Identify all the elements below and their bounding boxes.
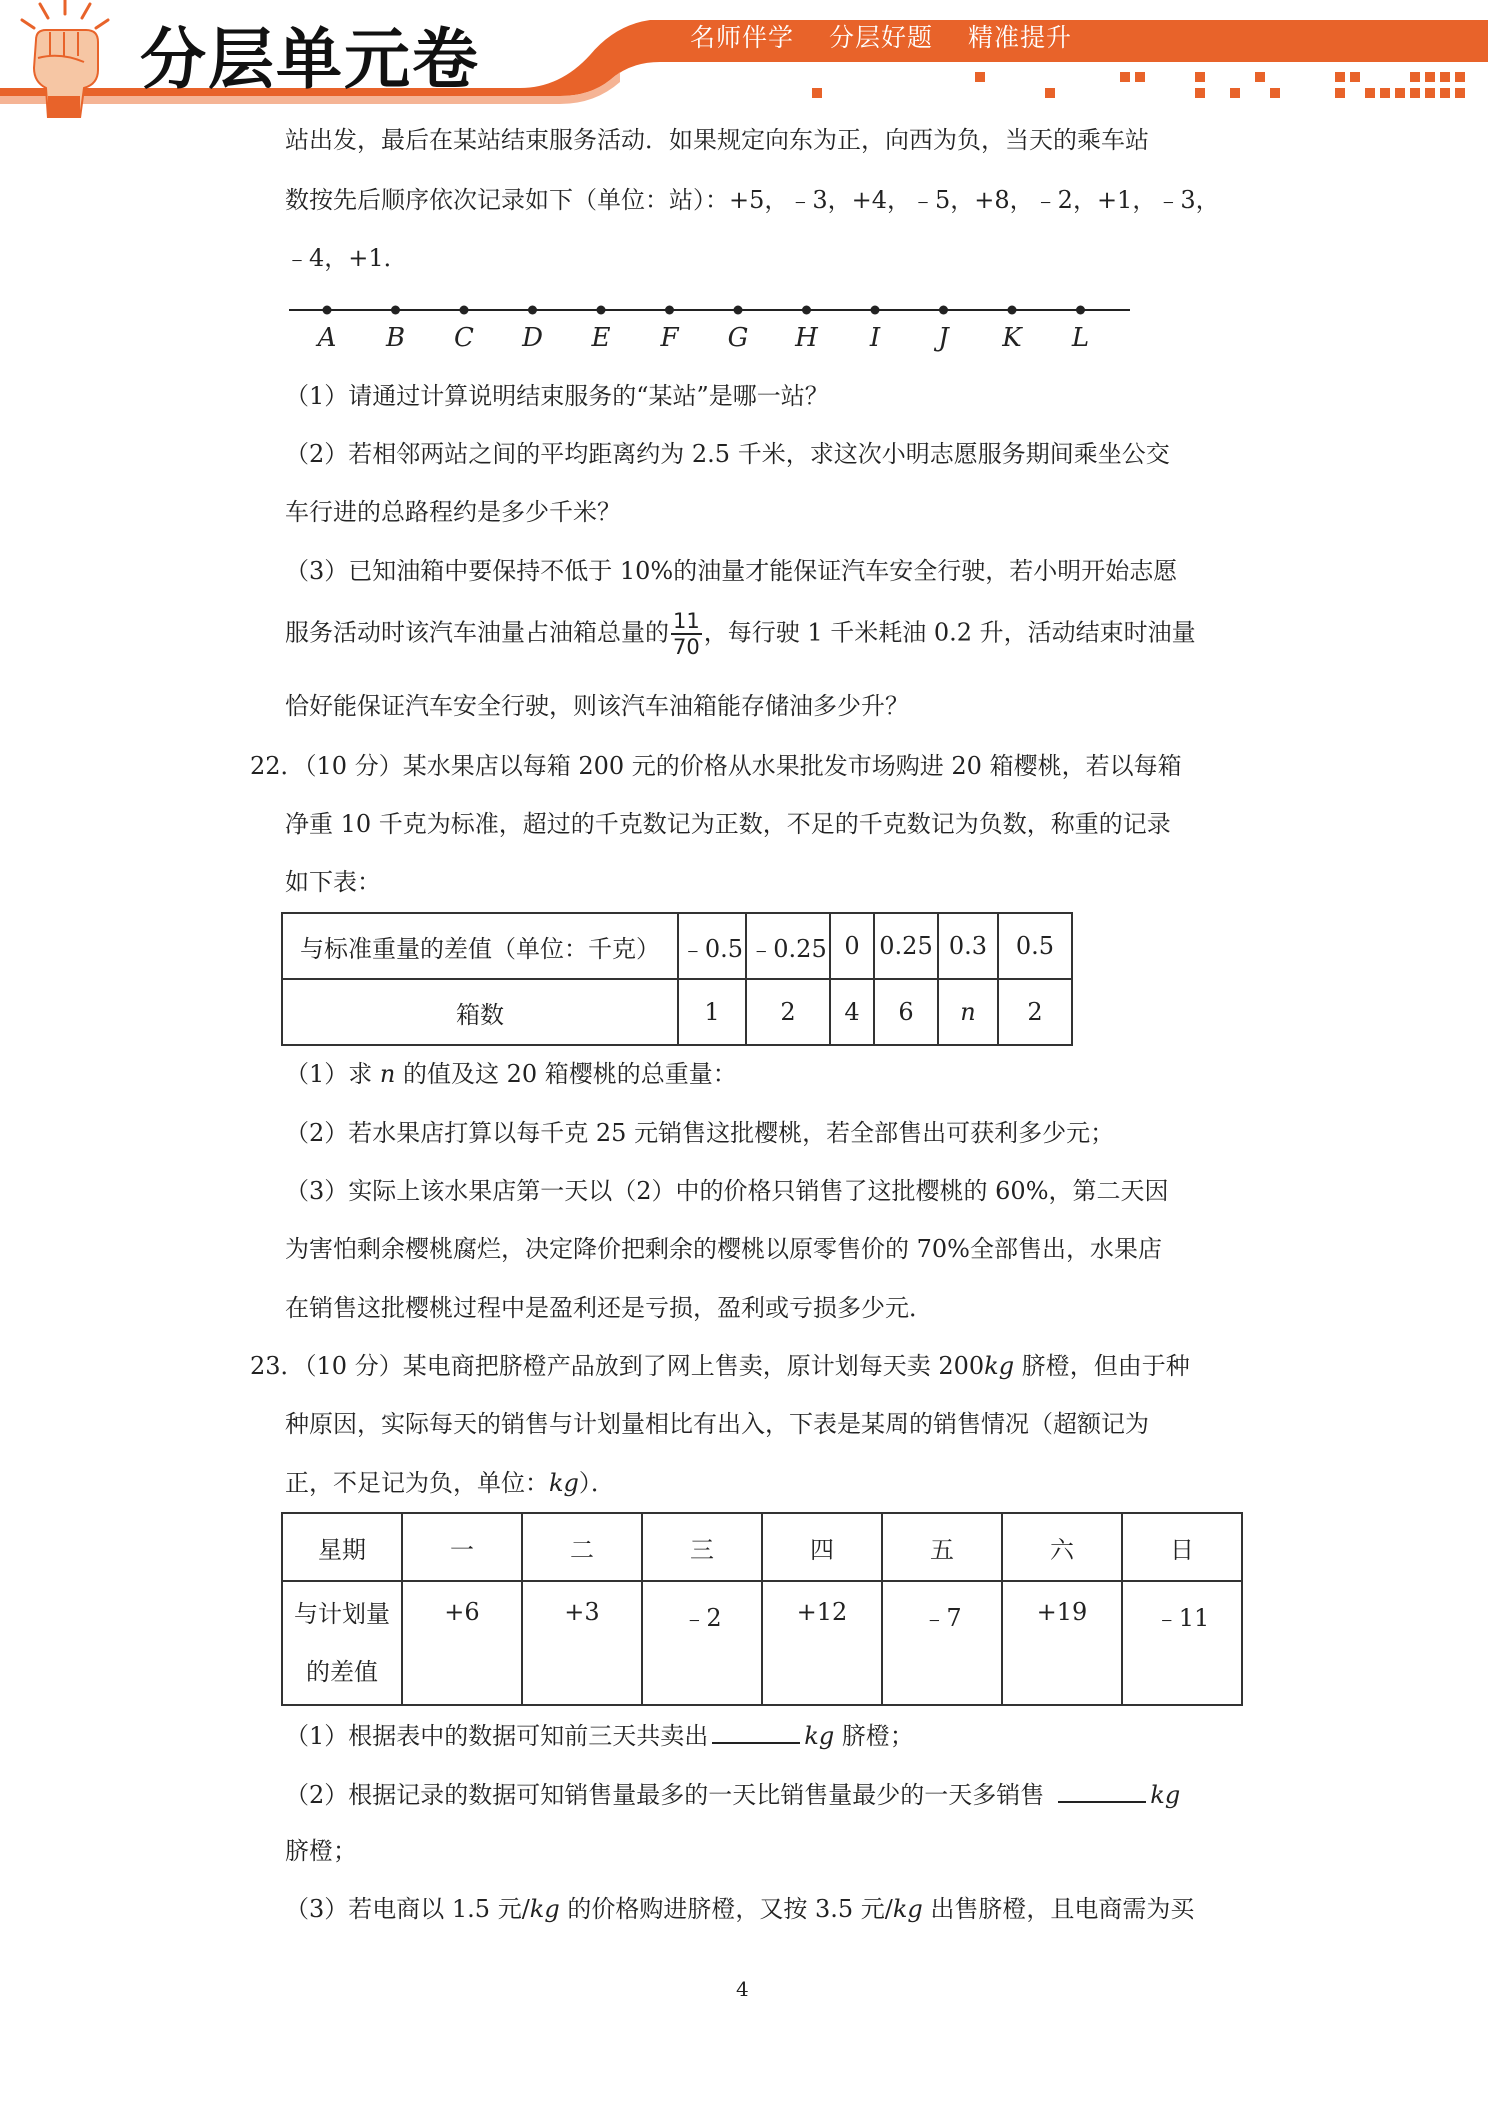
- q23-stem-line: 种原因，实际每天的销售与计划量相比有出入，下表是某周的销售情况（超额记为: [285, 1410, 1149, 1438]
- table-cell: +19: [1002, 1581, 1122, 1705]
- table-cell: 0: [830, 913, 874, 979]
- q22-sub3-cont: 为害怕剩余樱桃腐烂，决定降价把剩余的樱桃以原零售价的 70%全部售出，水果店: [285, 1235, 1162, 1263]
- diff-label-line1: 与计划量: [294, 1600, 390, 1628]
- table-cell: 2: [998, 979, 1072, 1045]
- station-label: J: [938, 323, 949, 353]
- table-header-cell: 与标准重量的差值（单位：千克）: [282, 913, 678, 979]
- table-cell: 1: [678, 979, 746, 1045]
- station-label: D: [522, 323, 543, 353]
- q21-text-line: ﹣4，+1．: [285, 244, 408, 272]
- unit-kg: kg: [529, 1895, 560, 1923]
- q22-sub2: （2）若水果店打算以每千克 25 元销售这批樱桃，若全部售出可获利多少元；: [285, 1119, 1115, 1147]
- table-cell: ﹣11: [1122, 1581, 1242, 1705]
- slogan-3: 精准提升: [967, 23, 1072, 52]
- station-number-line: [285, 296, 1135, 356]
- table-header-cell: 箱数: [282, 979, 678, 1045]
- table-cell: 6: [874, 979, 938, 1045]
- table-cell: 四: [762, 1513, 882, 1581]
- q23-stem-post: 脐橙，但由于种: [1014, 1352, 1190, 1380]
- q21-sub3-cont: [285, 609, 1196, 659]
- table-cell: 日: [1122, 1513, 1242, 1581]
- fraction-11-70: [671, 609, 702, 659]
- q22-sub3: （3）实际上该水果店第一天以（2）中的价格只销售了这批樱桃的 60%，第二天因: [285, 1177, 1169, 1205]
- table-cell: 一: [402, 1513, 522, 1581]
- unit-kg: kg: [984, 1352, 1015, 1380]
- q22-stem-line: 如下表：: [285, 868, 381, 896]
- table-cell: +6: [402, 1581, 522, 1705]
- unit-kg: kg: [804, 1722, 835, 1750]
- q22-sub1-post: 的值及这 20 箱樱桃的总重量：: [395, 1060, 737, 1088]
- table-cell: n: [938, 979, 998, 1045]
- page-header: [0, 0, 1488, 130]
- station-dot: [460, 306, 469, 315]
- station-dot: [802, 306, 811, 315]
- q23-stem-pre: 23．（10 分）某电商把脐橙产品放到了网上售卖，原计划每天卖 200: [250, 1352, 985, 1380]
- q23-sub1-post: 脐橙；: [834, 1722, 914, 1750]
- station-dot: [391, 306, 400, 315]
- q22-stem: 22．（10 分）某水果店以每箱 200 元的价格从水果批发市场购进 20 箱樱桃，若以每箱: [250, 752, 1182, 780]
- unit-kg: kg: [1150, 1781, 1181, 1809]
- station-label: K: [1002, 323, 1022, 353]
- q23-sub3: [285, 1893, 1194, 1925]
- q21-text-line: 站出发，最后在某站结束服务活动．如果规定向东为正，向西为负，当天的乘车站: [285, 126, 1149, 154]
- fist-logo-icon: [10, 0, 120, 118]
- q23-sub3-mid: 的价格购进脐橙，又按 3.5 元/: [559, 1895, 893, 1923]
- station-label: C: [454, 323, 474, 353]
- unit-kg: kg: [892, 1895, 923, 1923]
- station-dot: [665, 306, 674, 315]
- q23-stem-line: [285, 1467, 615, 1499]
- fraction-denominator: 70: [673, 635, 700, 659]
- diff-label-line2: 的差值: [306, 1658, 378, 1686]
- q22-sub1-var: n: [379, 1060, 396, 1088]
- table-cell: 三: [642, 1513, 762, 1581]
- answer-blank[interactable]: [1058, 1777, 1146, 1803]
- table-header-cell: 星期: [282, 1513, 402, 1581]
- q23-line3-post: ）．: [578, 1469, 615, 1497]
- station-dot: [1008, 306, 1017, 315]
- q21-sub2-cont: 车行进的总路程约是多少千米？: [285, 498, 621, 526]
- q23-sub2-cont: 脐橙；: [285, 1837, 357, 1865]
- table-cell: 4: [830, 979, 874, 1045]
- table-row: [282, 1581, 1242, 1705]
- q21-text-line: 数按先后顺序依次记录如下（单位：站）：+5，﹣3，+4，﹣5，+8，﹣2，+1，﹣3，: [285, 186, 1220, 214]
- station-label: A: [317, 323, 337, 353]
- table-header-cell: [282, 1581, 402, 1705]
- table-cell: 2: [746, 979, 830, 1045]
- station-dot: [871, 306, 880, 315]
- q21-sub2: （2）若相邻两站之间的平均距离约为 2.5 千米，求这次小明志愿服务期间乘坐公交: [285, 440, 1170, 468]
- q21-sub3-end: 恰好能保证汽车安全行驶，则该汽车油箱能存储油多少升？: [285, 692, 909, 720]
- q22-sub3-end: 在销售这批樱桃过程中是盈利还是亏损，盈利或亏损多少元．: [285, 1294, 933, 1322]
- q22-weight-table: [281, 912, 1073, 1046]
- q21-sub3-pre: 服务活动时该汽车油量占油箱总量的: [285, 618, 669, 647]
- q23-sub3-pre: （3）若电商以 1.5 元/: [285, 1895, 530, 1923]
- q21-sub3: （3）已知油箱中要保持不低于 10%的油量才能保证汽车安全行驶，若小明开始志愿: [285, 557, 1178, 585]
- station-dot: [528, 306, 537, 315]
- station-label: E: [591, 323, 611, 353]
- header-slogans: [690, 18, 1098, 54]
- table-cell: ﹣0.25: [746, 913, 830, 979]
- station-dot: [1076, 306, 1085, 315]
- q22-sub1: [285, 1058, 737, 1090]
- table-cell: ﹣0.5: [678, 913, 746, 979]
- table-cell: 六: [1002, 1513, 1122, 1581]
- station-dot: [597, 306, 606, 315]
- q22-stem-line: 净重 10 千克为标准，超过的千克数记为正数，不足的千克数记为负数，称重的记录: [285, 810, 1171, 838]
- station-label: H: [795, 323, 818, 353]
- table-cell: ﹣2: [642, 1581, 762, 1705]
- slogan-2: 分层好题: [828, 23, 933, 52]
- table-cell: 0.3: [938, 913, 998, 979]
- q23-line3-pre: 正，不足记为负，单位：: [285, 1469, 549, 1497]
- q23-sub1-pre: （1）根据表中的数据可知前三天共卖出: [285, 1722, 709, 1750]
- q23-sub2-pre: （2）根据记录的数据可知销售量最多的一天比销售量最少的一天多销售: [285, 1781, 1045, 1809]
- table-cell: +3: [522, 1581, 642, 1705]
- table-row: [282, 1513, 1242, 1581]
- brand-title: 分层单元卷: [140, 21, 480, 98]
- unit-kg: kg: [549, 1469, 579, 1497]
- page-number: 4: [736, 1977, 749, 2001]
- q21-sub1: （1）请通过计算说明结束服务的“某站”是哪一站？: [285, 382, 829, 410]
- table-row: [282, 913, 1072, 979]
- table-row: [282, 979, 1072, 1045]
- q23-stem: [250, 1350, 1190, 1382]
- q22-sub1-pre: （1）求: [285, 1060, 380, 1088]
- q23-sales-table: [281, 1512, 1243, 1706]
- q23-sub1: [285, 1718, 914, 1752]
- table-cell: 0.5: [998, 913, 1072, 979]
- fraction-numerator: 11: [673, 609, 700, 633]
- station-label: B: [385, 323, 406, 353]
- q23-sub3-post: 出售脐橙，且电商需为买: [922, 1895, 1195, 1923]
- station-label: F: [660, 323, 679, 353]
- station-label: I: [869, 323, 881, 353]
- answer-blank[interactable]: [712, 1718, 800, 1744]
- station-label: L: [1071, 323, 1090, 353]
- station-dot: [939, 306, 948, 315]
- table-cell: 0.25: [874, 913, 938, 979]
- q23-sub2: [285, 1777, 1180, 1811]
- station-label: G: [727, 323, 749, 353]
- table-cell: +12: [762, 1581, 882, 1705]
- table-cell: ﹣7: [882, 1581, 1002, 1705]
- station-dot: [323, 306, 332, 315]
- table-cell: 五: [882, 1513, 1002, 1581]
- station-dot: [734, 306, 743, 315]
- q21-sub3-post: ，每行驶 1 千米耗油 0.2 升，活动结束时油量: [703, 618, 1196, 647]
- slogan-1: 名师伴学: [690, 23, 795, 52]
- table-cell: 二: [522, 1513, 642, 1581]
